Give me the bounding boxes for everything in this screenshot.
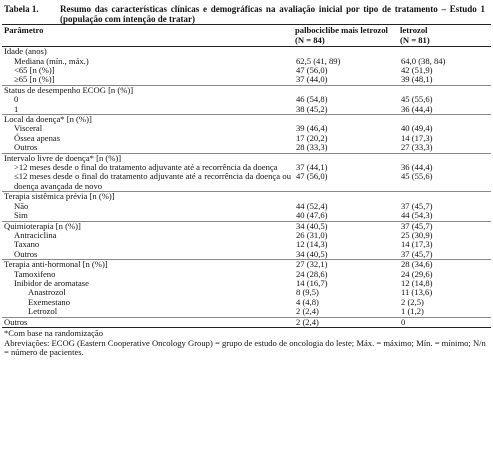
value-palbociclib-letrozol: 2 (2,4): [293, 317, 398, 327]
row-label-text: Terapia sistêmica prévia [n (%)]: [4, 191, 115, 202]
value-palbociclib-letrozol: 62,5 (41, 89): [296, 55, 341, 66]
caption-label: Tabela 1.: [4, 4, 39, 14]
header-col1-line2: (N = 84): [295, 34, 325, 45]
row-label-text: Inibidor de aromatase: [14, 277, 89, 288]
characteristics-table: [2, 24, 491, 328]
table-caption: [2, 4, 491, 24]
value-letrozol: 1 (1,2): [401, 306, 424, 317]
row-label-text: Outros: [4, 316, 28, 327]
row-label: [2, 134, 293, 143]
row-label: [2, 192, 293, 202]
row-label-text: Local da doença* [n (%)]: [4, 114, 92, 125]
row-label: [2, 105, 293, 115]
row-label: [2, 75, 293, 85]
row-label-text: Anastrozol: [28, 287, 66, 298]
row-label-text: Outros: [14, 248, 38, 259]
table-header: [2, 25, 491, 47]
row-label-text: >12 meses desde o final do tratamento adjuvante até a recorrência da doença: [14, 162, 278, 173]
header-col1-line1: palbociclibe mais letrozol: [295, 25, 388, 35]
header-letrozol: [398, 25, 491, 47]
row-label: [2, 211, 293, 221]
table-row: [2, 307, 491, 317]
row-label-text: ≤12 meses desde o final do tratamento adjuvante até a recorrência da doença ou doença avançada de novo: [14, 171, 291, 191]
value-palbociclib-letrozol: 12 (14,3): [296, 239, 328, 250]
row-label-text: Mediana (mín., máx.): [14, 55, 89, 66]
footnote-abbreviations: Abreviações: ECOG (Eastern Cooperative Oncology Group) = grupo de estudo de oncologia do leste; Máx. = máximo; Mín. = mínimo; N/n = número de pacientes.: [4, 337, 486, 358]
value-palbociclib-letrozol: 4 (4,8): [296, 296, 319, 307]
row-label-text: Taxano: [14, 239, 40, 250]
row-label-text: Quimioterapia [n (%)]: [4, 220, 81, 231]
value-palbociclib-letrozol: 34 (40,5): [296, 248, 328, 259]
value-letrozol: 40 (49,4): [401, 123, 433, 134]
value-letrozol: 45 (55,6): [401, 94, 433, 105]
value-palbociclib-letrozol: 46 (54,8): [296, 94, 328, 105]
value-letrozol: 44 (54,3): [401, 210, 433, 221]
header-col2-line2: (N = 81): [400, 34, 430, 45]
row-label-text: Exemestano: [28, 296, 70, 307]
value-palbociclib-letrozol: 47 (56,0): [296, 65, 328, 75]
row-label-text: Outros: [14, 142, 38, 153]
value-palbociclib-letrozol: 34 (40,5): [293, 221, 398, 231]
row-label-text: Sim: [14, 210, 28, 221]
row-label: [2, 95, 293, 104]
value-palbociclib-letrozol: 38 (45,2): [296, 103, 328, 114]
row-label-text: 0: [14, 94, 19, 105]
value-letrozol: 36 (44,4): [401, 103, 433, 114]
value-letrozol: 25 (30,9): [401, 229, 433, 240]
header-palbociclib-letrozol: [293, 25, 398, 47]
value-letrozol: 39 (48,1): [401, 74, 433, 85]
value-letrozol: 28 (34,6): [398, 260, 491, 270]
row-label-text: Tamoxifeno: [14, 268, 56, 279]
table-row: [2, 172, 491, 191]
value-palbociclib-letrozol: 8 (9,5): [296, 287, 319, 298]
row-label: [2, 317, 293, 327]
value-palbociclib-letrozol: 24 (28,6): [296, 268, 328, 279]
row-label-text: <65 [n (%)]: [14, 65, 55, 75]
value-letrozol: 0: [398, 317, 491, 327]
value-letrozol: 14 (17,3): [401, 132, 433, 143]
value-palbociclib-letrozol: 2 (2,4): [296, 306, 319, 317]
row-label: [2, 240, 293, 249]
header-col2-line1: letrozol: [400, 25, 428, 35]
row-label: [2, 202, 293, 211]
value-palbociclib-letrozol: 47 (56,0): [296, 171, 328, 182]
table-row: [2, 143, 491, 153]
value-letrozol: 45 (55,6): [401, 171, 433, 182]
row-label: [2, 307, 293, 317]
row-label: [2, 143, 293, 153]
row-label-text: Óssea apenas: [14, 132, 61, 143]
value-letrozol: 11 (13,6): [401, 287, 433, 298]
footnote-randomization: *Com base na randomização: [4, 327, 104, 338]
row-label-text: Não: [14, 200, 29, 211]
value-palbociclib-letrozol: 44 (52,4): [296, 200, 328, 211]
value-palbociclib-letrozol: 37 (44,1): [296, 162, 328, 173]
value-letrozol: 24 (29,6): [401, 268, 433, 279]
row-label-text: Intervalo livre de doença* [n (%)]: [4, 152, 122, 163]
row-label: [2, 231, 293, 240]
value-letrozol: 37 (45,7): [401, 248, 433, 259]
value-palbociclib-letrozol: 17 (20,2): [296, 132, 328, 143]
table-body: [2, 47, 491, 328]
value-palbociclib-letrozol: 39 (46,4): [296, 123, 328, 134]
table-row: [2, 317, 491, 327]
row-label-text: ≥65 [n (%)]: [14, 74, 55, 85]
header-parameter: Parâmetro: [4, 25, 44, 35]
row-label-text: Idade (anos): [4, 46, 47, 57]
row-label-text: Letrozol: [28, 306, 58, 317]
value-letrozol: 42 (51,9): [401, 65, 433, 75]
row-label-text: Terapia anti-hormonal [n (%)]: [4, 259, 108, 270]
row-label-text: Status de desempenho ECOG [n (%)]: [4, 84, 134, 95]
row-label: [2, 250, 293, 260]
value-letrozol: 64,0 (38, 84): [401, 55, 446, 66]
value-palbociclib-letrozol: 28 (33,3): [296, 142, 328, 153]
row-label-text: Antraciclina: [14, 229, 57, 240]
table-row: [2, 211, 491, 221]
row-label-text: Visceral: [14, 123, 43, 134]
value-letrozol: 2 (2,5): [401, 296, 424, 307]
value-palbociclib-letrozol: 14 (16,7): [296, 277, 328, 288]
table-row: [2, 250, 491, 260]
value-letrozol: 37 (45,7): [398, 221, 491, 231]
value-letrozol: 14 (17,3): [401, 239, 433, 250]
caption-text: Resumo das características clínicas e demográficas na avaliação inicial por tipo de tratamento – Estudo 1 (população com intenção de tratar): [60, 4, 485, 24]
value-palbociclib-letrozol: 26 (31,0): [296, 229, 328, 240]
table-row: [2, 105, 491, 115]
row-label: [2, 85, 293, 95]
value-letrozol: 37 (45,7): [401, 200, 433, 211]
row-label: [2, 172, 293, 191]
table-row: [2, 75, 491, 85]
value-palbociclib-letrozol: 40 (47,6): [296, 210, 328, 221]
row-label-text: 1: [14, 103, 19, 114]
value-letrozol: 12 (14,8): [401, 277, 433, 288]
value-letrozol: 27 (33,3): [401, 142, 433, 153]
row-label: [2, 115, 293, 125]
value-palbociclib-letrozol: 27 (32,1): [293, 260, 398, 270]
value-palbociclib-letrozol: 37 (44,0): [296, 74, 328, 85]
value-letrozol: 36 (44,4): [401, 162, 433, 173]
footnotes: [2, 328, 491, 358]
